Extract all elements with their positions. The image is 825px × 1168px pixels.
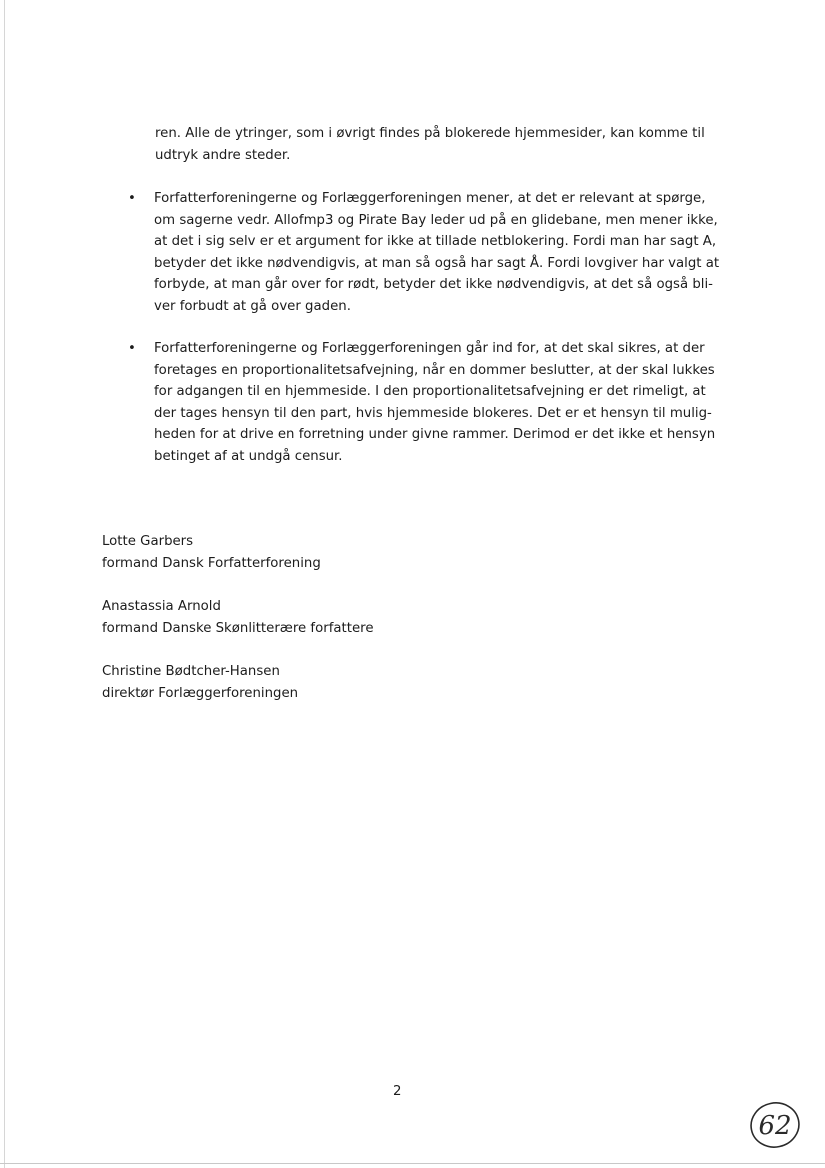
paragraph-line: udtryk andre steder. xyxy=(155,147,291,163)
continued-paragraph xyxy=(155,123,715,166)
handwritten-page-stamp xyxy=(748,1098,802,1152)
signatory-name: Christine Bødtcher-Hansen xyxy=(102,664,280,679)
scan-edge-left xyxy=(4,0,5,1168)
page-number: 2 xyxy=(393,1084,402,1099)
paragraph-line: betinget af at undgå censur. xyxy=(154,448,343,464)
signatory-title: formand Danske Skønlitterære forfattere xyxy=(102,620,374,636)
signatory-block xyxy=(102,531,321,574)
paragraph-line: ver forbudt at gå over gaden. xyxy=(154,298,351,314)
bullet-text xyxy=(154,338,715,467)
bullet-text xyxy=(154,188,719,317)
signatory-name: Anastassia Arnold xyxy=(102,599,221,614)
paragraph-line: der tages hensyn til den part, hvis hjemmeside blokeres. Det er et hensyn til mulig- xyxy=(154,405,712,421)
signatory-name: Lotte Garbers xyxy=(102,534,194,549)
paragraph-line: heden for at drive en forretning under givne rammer. Derimod er det ikke et hensyn xyxy=(154,427,716,442)
paragraph-line: Forfatterforeningerne og Forlæggerforeningen mener, at det er relevant at spørge, xyxy=(154,191,706,206)
paragraph-line: ren. Alle de ytringer, som i øvrigt findes på blokerede hjemmesider, kan komme til xyxy=(155,126,705,141)
bullet-icon: • xyxy=(128,191,136,206)
paragraph-line: betyder det ikke nødvendigvis, at man så også har sagt Å. Fordi lovgiver har valgt at xyxy=(154,255,720,271)
paragraph-line: Forfatterforeningerne og Forlæggerforeningen går ind for, at det skal sikres, at der xyxy=(154,341,705,356)
paragraph-line: at det i sig selv er et argument for ikke at tillade netblokering. Fordi man har sagt A, xyxy=(154,234,717,249)
bullet-icon: • xyxy=(128,341,136,356)
stamp-number: 62 xyxy=(758,1111,792,1141)
paragraph-line: forbyde, at man går over for rødt, betyder det ikke nødvendigvis, at det så også bli- xyxy=(154,277,713,292)
signatory-title: direktør Forlæggerforeningen xyxy=(102,685,299,701)
paragraph-line: om sagerne vedr. Allofmp3 og Pirate Bay leder ud på en glidebane, men mener ikke, xyxy=(154,212,718,228)
signatory-block xyxy=(102,596,374,639)
paragraph-line: foretages en proportionalitetsafvejning, når en dommer beslutter, at der skal lukkes xyxy=(154,362,715,378)
signatory-block xyxy=(102,661,298,704)
paragraph-line: for adgangen til en hjemmeside. I den proportionalitetsafvejning er det rimeligt, at xyxy=(154,384,706,399)
scan-edge-bottom xyxy=(0,1163,825,1164)
signatory-title: formand Dansk Forfatterforening xyxy=(102,555,321,571)
